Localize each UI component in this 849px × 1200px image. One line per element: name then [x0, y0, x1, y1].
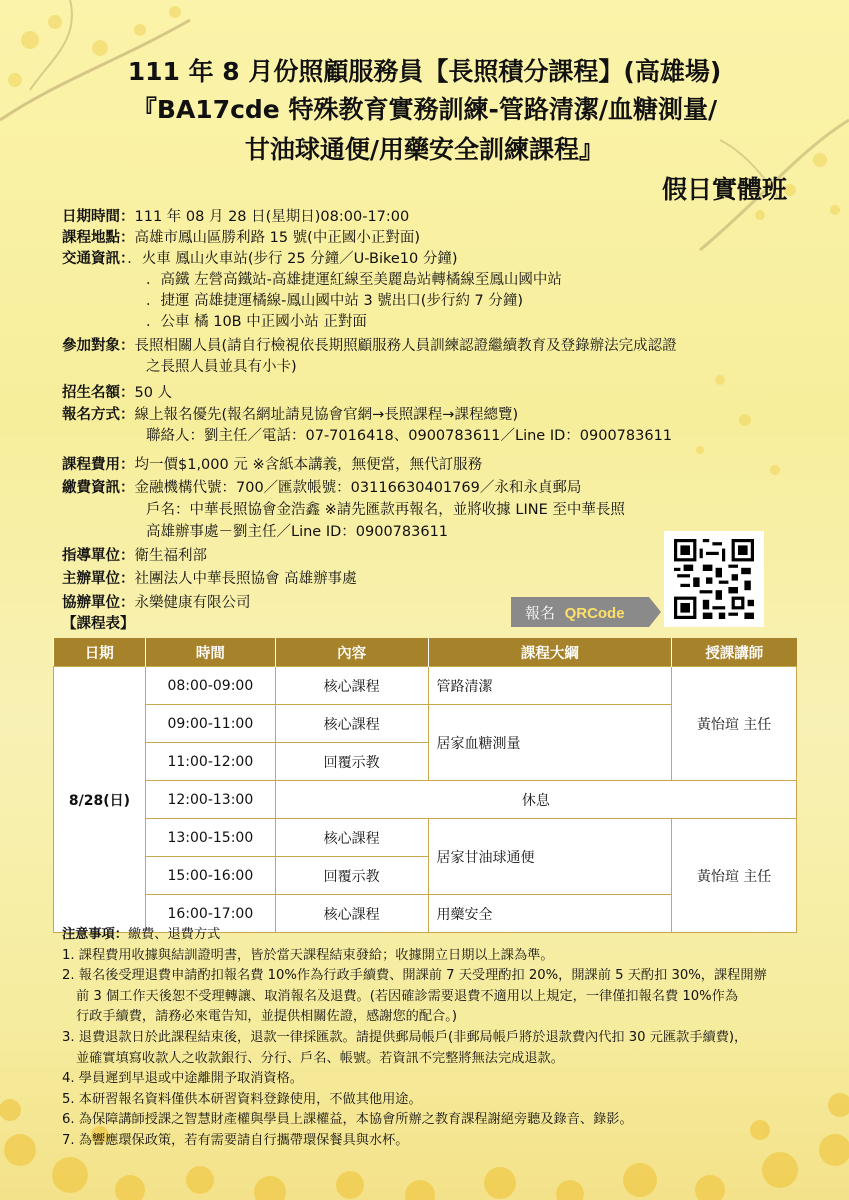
- place-label: 課程地點：: [62, 230, 135, 246]
- note-line: 7. 為響應環保政策，若有需要請自行攜帶環保餐具與水杯。: [62, 1132, 409, 1148]
- notes-section: [62, 925, 767, 1152]
- content-cell: 核心課程: [275, 895, 428, 933]
- traffic-hsr: ．高鐵 左營高鐵站-高雄捷運紅線至美麗島站轉橘線至鳳山國中站: [146, 272, 562, 288]
- header-time: 時間: [145, 638, 275, 667]
- class-type-title: 假日實體班: [661, 175, 787, 204]
- schedule-table: [53, 638, 797, 933]
- schedule-header-row: [54, 638, 797, 667]
- header-date: 日期: [54, 638, 146, 667]
- time-cell: 09:00-11:00: [145, 705, 275, 743]
- quota-value: 50 人: [134, 385, 173, 401]
- qrcode-icon: [674, 539, 754, 619]
- content-cell: 核心課程: [275, 667, 428, 705]
- table-row: [54, 781, 797, 819]
- signup-label: 報名方式：: [62, 407, 135, 423]
- note-line: 1. 課程費用收據與結訓證明書，皆於當天課程結束發給；收據開立日期以上課為準。: [62, 947, 554, 963]
- qrcode-prefix: 報名: [525, 604, 556, 622]
- note-line: 3. 退費退款日於此課程結束後，退款一律採匯款。請提供郵局帳戶(非郵局帳戶將於退款費內代扣 30 元匯款手續費)，: [62, 1029, 748, 1045]
- notes-title-value: 繳費、退費方式: [127, 927, 221, 942]
- title-line-1: 111 年 8 月份照顧服務員【長照積分課程】(高雄場): [127, 57, 722, 86]
- signup-qrcode[interactable]: [664, 531, 764, 627]
- note-line: 5. 本研習報名資料僅供本研習資料登錄使用，不做其他用途。: [62, 1091, 422, 1107]
- time-cell: 13:00-15:00: [145, 819, 275, 857]
- host-unit-value: 社團法人中華長照協會 高雄辦事處: [134, 571, 357, 587]
- date-label: 日期時間：: [62, 209, 135, 225]
- note-line: 2. 報名後受理退費申請酌扣報名費 10%作為行政手續費、開課前 7 天受理酌扣 20%，開課前 5 天酌扣 30%，課程開辦: [62, 968, 767, 984]
- title-line-2: 『BA17cde 特殊教育實務訓練-管路清潔/血糖測量/: [131, 95, 718, 124]
- office-contact-value: 高雄辦事處－劉主任／Line ID：0900783611: [146, 524, 449, 540]
- schedule-title: 【課程表】: [62, 616, 135, 632]
- table-row: [54, 819, 797, 857]
- note-line: 行政手續費，請務必來電告知，並提供相關佐證，感謝您的配合。): [76, 1009, 457, 1025]
- traffic-mrt: ．捷運 高雄捷運橘線-鳳山國中站 3 號出口(步行約 7 分鐘): [146, 293, 524, 309]
- date-cell: 8/28(日): [54, 667, 146, 933]
- header-content: 內容: [275, 638, 428, 667]
- co-organizer-value: 永樂健康有限公司: [134, 595, 251, 611]
- outline-cell: 用藥安全: [428, 895, 672, 933]
- time-cell: 16:00-17:00: [145, 895, 275, 933]
- content-cell: 核心課程: [275, 819, 428, 857]
- guide-unit-label: 指導單位：: [62, 548, 135, 564]
- date-value: 111 年 08 月 28 日(星期日)08:00-17:00: [134, 209, 410, 225]
- outline-cell: 管路清潔: [428, 667, 672, 705]
- target-label: 參加對象：: [62, 338, 135, 354]
- traffic-label: 交通資訊：: [62, 251, 128, 267]
- note-line: 並確實填寫收款人之收款銀行、分行、戶名、帳號。若資訊不完整將無法完成退款。: [76, 1050, 564, 1066]
- note-line: 4. 學員遲到早退或中途離開予取消資格。: [62, 1071, 303, 1087]
- co-organizer-label: 協辦單位：: [62, 595, 135, 611]
- qrcode-label: QRCode: [564, 605, 625, 622]
- guide-unit-value: 衛生福利部: [134, 548, 207, 564]
- time-cell: 08:00-09:00: [145, 667, 275, 705]
- contact-value: 聯絡人：劉主任／電話：07-7016418、0900783611／Line ID：0900783611: [146, 428, 673, 444]
- header-teacher: 授課講師: [672, 638, 797, 667]
- notes-title-label: 注意事項：: [62, 927, 128, 942]
- account-name-value: 戶名：中華長照協會金浩鑫 ※請先匯款再報名，並將收據 LINE 至中華長照: [146, 502, 625, 518]
- signup-value: 線上報名優先(報名網址請見協會官網→長照課程→課程總覽): [134, 407, 519, 423]
- time-cell: 15:00-16:00: [145, 857, 275, 895]
- content-cell: 核心課程: [275, 705, 428, 743]
- time-cell: 11:00-12:00: [145, 743, 275, 781]
- traffic-bus: ．公車 橘 10B 中正國小站 正對面: [146, 314, 367, 330]
- table-row: [54, 667, 797, 705]
- teacher-cell: 黃怡瑄 主任: [672, 667, 797, 781]
- payment-label: 繳費資訊：: [62, 480, 135, 496]
- content-cell: 回覆示教: [275, 743, 428, 781]
- outline-cell: 居家血糖測量: [428, 705, 672, 781]
- outline-cell: 居家甘油球通便: [428, 819, 672, 895]
- content-cell: 回覆示教: [275, 857, 428, 895]
- place-value: 高雄市鳳山區勝利路 15 號(中正國小正對面): [134, 230, 420, 246]
- traffic-train: ．火車 鳳山火車站(步行 25 分鐘／U-Bike10 分鐘): [127, 251, 458, 267]
- qrcode-tag: [511, 597, 661, 627]
- teacher-cell: 黃怡瑄 主任: [672, 819, 797, 933]
- target-value-cont: 之長照人員並具有小卡): [146, 359, 297, 375]
- note-line: 前 3 個工作天後恕不受理轉讓、取消報名及退費。(若因確診需要退費不適用以上規定，一律僅扣報名費 10%作為: [76, 988, 739, 1004]
- time-cell: 12:00-13:00: [145, 781, 275, 819]
- note-line: 6. 為保障講師授課之智慧財產權與學員上課權益，本協會所辦之教育課程謝絕旁聽及錄音、錄影。: [62, 1112, 633, 1128]
- payment-value: 金融機構代號：700／匯款帳號：03116630401769／永和永貞郵局: [134, 480, 582, 496]
- break-cell: 休息: [275, 781, 796, 819]
- title-line-3: 甘油球通便/用藥安全訓練課程』: [244, 135, 605, 164]
- header-outline: 課程大綱: [428, 638, 672, 667]
- host-unit-label: 主辦單位：: [62, 571, 135, 587]
- fee-value: 均一價$1,000 元 ※含紙本講義，無便當，無代訂服務: [134, 457, 483, 473]
- fee-label: 課程費用：: [62, 457, 135, 473]
- quota-label: 招生名額：: [62, 385, 135, 401]
- target-value: 長照相關人員(請自行檢視依長期照顧服務人員訓練認證繼續教育及登錄辦法完成認證: [134, 338, 677, 354]
